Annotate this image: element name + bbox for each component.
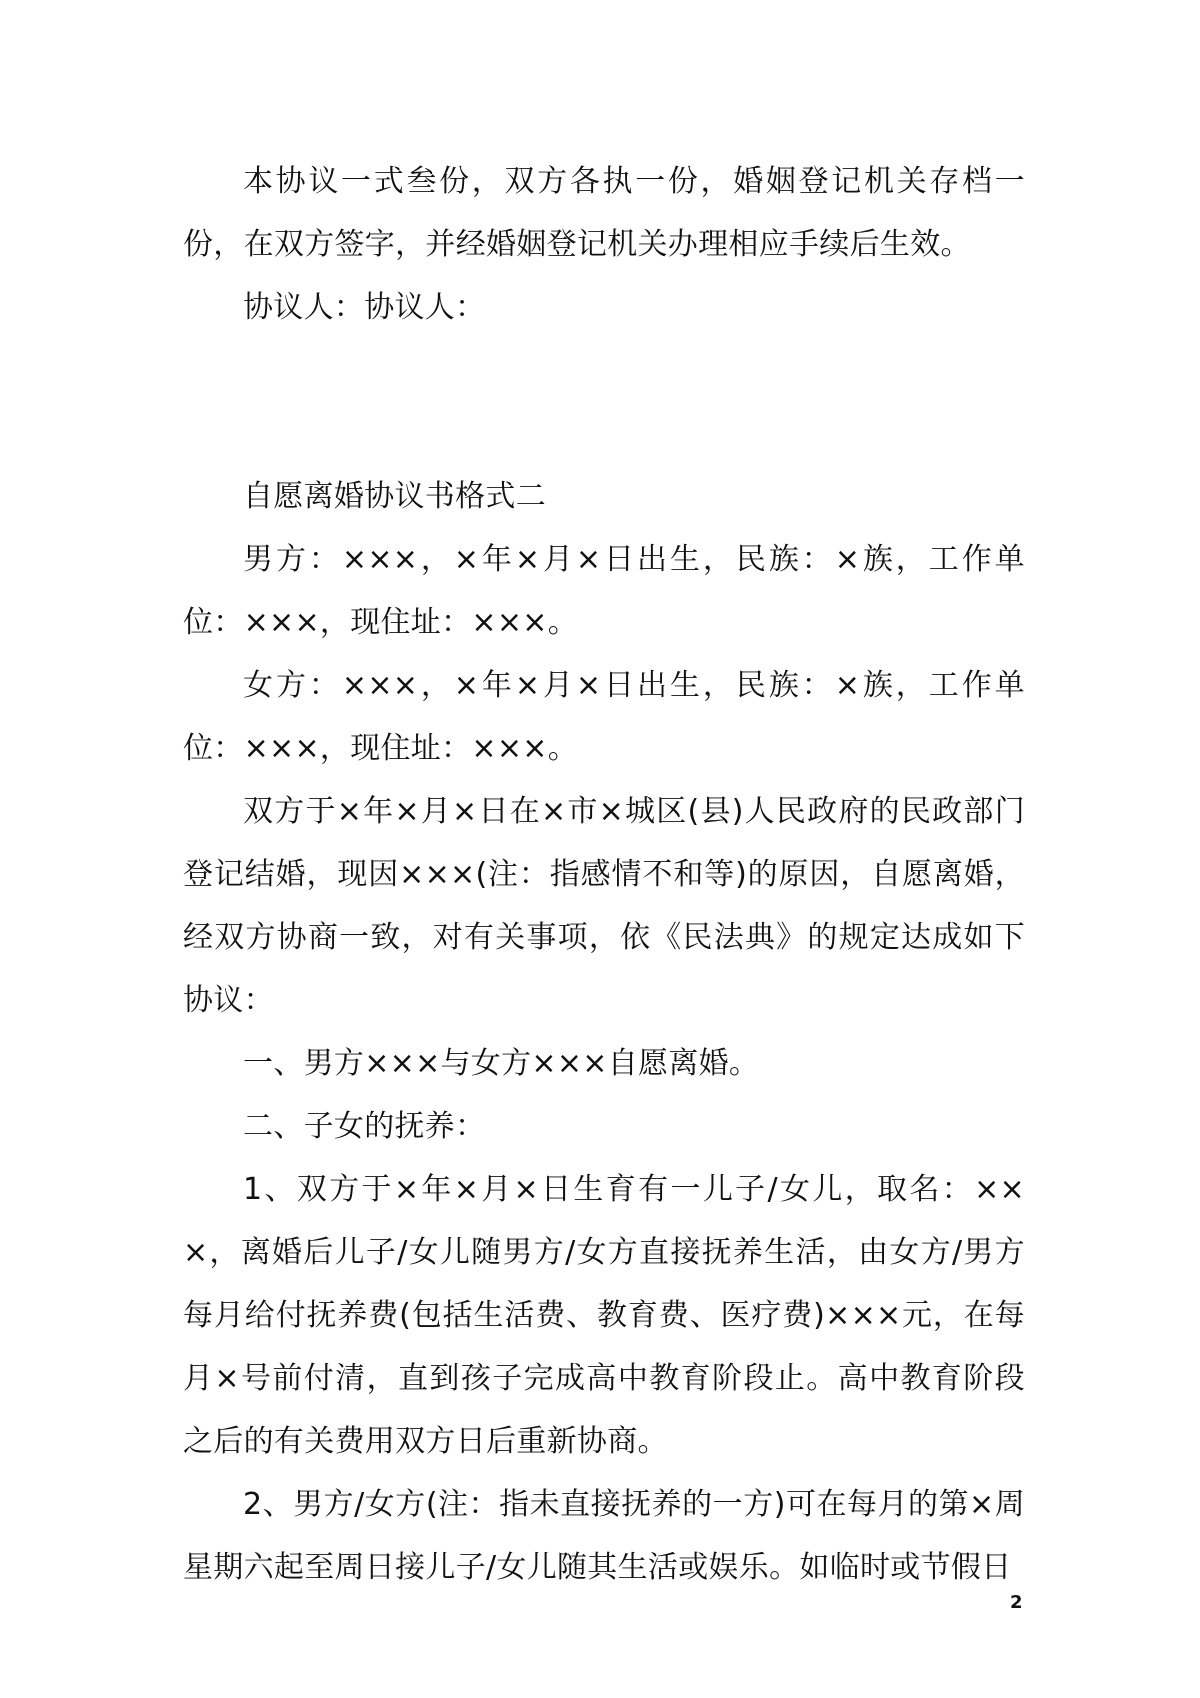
paragraph-clause-1: 一、男方×××与女方×××自愿离婚。 <box>243 1046 760 1081</box>
paragraph-signatories: 协议人：协议人： <box>243 290 486 325</box>
paragraph-marriage-background: 双方于×年×月×日在×市×城区(县)人民政府的民政部门登记结婚，现因×××(注：指感情不和等)的原因，自愿离婚，经双方协商一致，对有关事项，依《民法典》的规定达成如下协议： <box>183 794 1025 1018</box>
paragraph-clause-2-item-1: 1、双方于×年×月×日生育有一儿子/女儿，取名：×××，离婚后儿子/女儿随男方/女方直接抚养生活，由女方/男方每月给付抚养费(包括生活费、教育费、医疗费)×××元，在每月×号前付清，直到孩子完成高中教育阶段止。高中教育阶段之后的有关费用双方日后重新协商。 <box>183 1172 1025 1459</box>
paragraph-clause-2-item-2: 2、男方/女方(注：指未直接抚养的一方)可在每月的第×周星期六起至周日接儿子/女儿随其生活或娱乐。如临时或节假日 <box>183 1487 1025 1585</box>
paragraph-female-party: 女方：×××，×年×月×日出生，民族：×族，工作单位：×××，现住址：×××。 <box>183 668 1025 766</box>
paragraph-agreement-copies: 本协议一式叁份，双方各执一份，婚姻登记机关存档一份，在双方签字，并经婚姻登记机关办理相应手续后生效。 <box>183 164 1025 262</box>
paragraph-clause-2-heading: 二、子女的抚养： <box>243 1109 486 1144</box>
page-number: 2 <box>1010 1592 1023 1613</box>
section-gap <box>183 339 1025 465</box>
section-title: 自愿离婚协议书格式二 <box>243 479 546 514</box>
paragraph-male-party: 男方：×××，×年×月×日出生，民族：×族，工作单位：×××，现住址：×××。 <box>183 542 1025 640</box>
document-body <box>183 150 1025 1599</box>
